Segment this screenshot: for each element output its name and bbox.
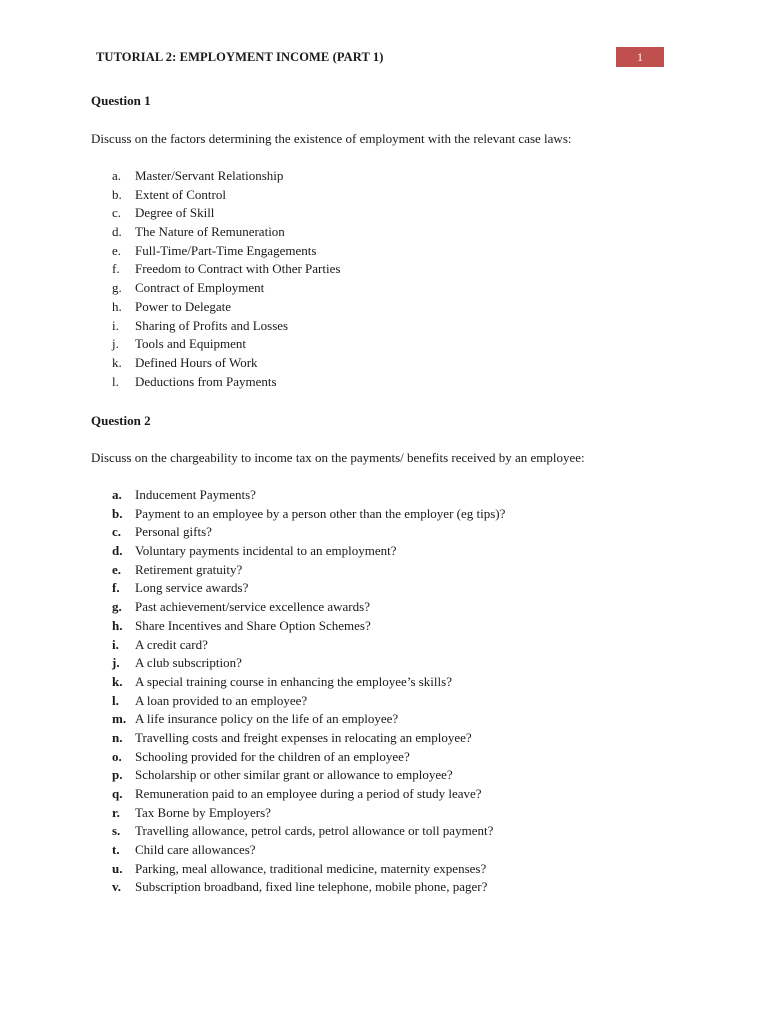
list-item-text: Remuneration paid to an employee during a period of study leave?: [135, 786, 482, 801]
list-item-text: A club subscription?: [135, 655, 242, 671]
list-item-text: Scholarship or other similar grant or allowance to employee?: [135, 767, 453, 783]
question-2-title: Question 2: [91, 413, 151, 428]
list-item: [112, 729, 505, 748]
list-item: [112, 298, 340, 317]
list-item-marker: k.: [112, 673, 123, 689]
list-item-marker: f.: [112, 580, 120, 596]
list-item-text: The Nature of Remuneration: [135, 224, 285, 240]
list-item-marker: d.: [112, 543, 123, 559]
list-item-marker: d.: [112, 224, 122, 240]
list-item-text: Long service awards?: [135, 580, 249, 596]
list-item: [112, 766, 505, 785]
list-item: [112, 354, 340, 373]
list-item: [112, 523, 505, 542]
page-number-badge: 1: [616, 47, 664, 67]
list-item-marker: p.: [112, 767, 123, 783]
list-item-text: Defined Hours of Work: [135, 354, 258, 370]
list-item-marker: i.: [112, 317, 119, 333]
list-item: [112, 654, 505, 673]
list-item-text: Subscription broadband, fixed line telephone, mobile phone, pager?: [135, 879, 488, 895]
list-item-text: Power to Delegate: [135, 298, 232, 314]
list-item: [112, 204, 340, 223]
list-item: [112, 673, 505, 692]
list-item-text: Tools and Equipment: [135, 336, 247, 352]
list-item: [112, 317, 340, 336]
list-item-marker: l.: [112, 373, 119, 389]
list-item-marker: h.: [112, 617, 123, 633]
document-header-title: TUTORIAL 2: EMPLOYMENT INCOME (PART 1): [96, 50, 384, 64]
list-item: [112, 748, 505, 767]
question-1-intro: Discuss on the factors determining the existence of employment with the relevant case laws:: [91, 131, 572, 146]
list-item-marker: u.: [112, 860, 123, 876]
list-item-marker: k.: [112, 354, 122, 370]
list-item-text: Deductions from Payments: [135, 373, 277, 389]
list-item-text: Tax Borne by Employers?: [135, 804, 271, 820]
list-item: [112, 167, 340, 186]
list-item: [112, 617, 505, 636]
list-item: [112, 804, 505, 823]
list-item-marker: o.: [112, 748, 122, 764]
list-item-text: A life insurance policy on the life of an employee?: [135, 711, 399, 727]
list-item-marker: t.: [112, 842, 120, 858]
list-item-text: A special training course in enhancing the employee’s skills?: [135, 673, 452, 689]
question-2-list: [112, 486, 505, 897]
question-1-title: Question 1: [91, 93, 151, 108]
list-item: [112, 542, 505, 561]
list-item: [112, 692, 505, 711]
question-1-list: [112, 167, 340, 391]
list-item-marker: c.: [112, 524, 122, 540]
list-item-text: Contract of Employment: [135, 280, 265, 296]
list-item: [112, 710, 505, 729]
list-item: [112, 260, 340, 279]
list-item-text: A loan provided to an employee?: [135, 692, 308, 708]
list-item: [112, 579, 505, 598]
list-item-text: Freedom to Contract with Other Parties: [135, 261, 341, 277]
list-item: [112, 279, 340, 298]
list-item: [112, 505, 505, 524]
list-item: [112, 242, 340, 261]
list-item: [112, 486, 505, 505]
list-item-marker: n.: [112, 729, 123, 745]
list-item-text: Retirement gratuity?: [135, 561, 243, 577]
list-item-text: Extent of Control: [135, 186, 226, 202]
list-item: [112, 223, 340, 242]
list-item-marker: e.: [112, 242, 122, 258]
list-item-marker: g.: [112, 280, 122, 296]
list-item-marker: m.: [112, 711, 127, 727]
list-item-marker: i.: [112, 636, 119, 652]
list-item-marker: e.: [112, 561, 122, 577]
list-item-text: Sharing of Profits and Losses: [135, 317, 289, 333]
list-item-text: Parking, meal allowance, traditional medicine, maternity expenses?: [135, 860, 487, 876]
list-item: [112, 561, 505, 580]
list-item-text: A credit card?: [135, 636, 208, 652]
list-item-marker: r.: [112, 804, 120, 820]
list-item: [112, 373, 340, 392]
list-item-text: Inducement Payments?: [135, 487, 256, 502]
list-item-text: Personal gifts?: [135, 524, 212, 540]
list-item: [112, 598, 505, 617]
list-item-text: Schooling provided for the children of an employee?: [135, 748, 410, 764]
list-item-marker: j.: [112, 655, 120, 671]
list-item-marker: l.: [112, 692, 119, 708]
list-item: [112, 841, 505, 860]
list-item-text: Voluntary payments incidental to an employment?: [135, 543, 397, 559]
list-item-text: Travelling allowance, petrol cards, petrol allowance or toll payment?: [135, 823, 494, 839]
list-item-marker: j.: [112, 336, 119, 352]
list-item-text: Travelling costs and freight expenses in relocating an employee?: [135, 729, 472, 745]
list-item: [112, 860, 505, 879]
list-item-marker: s.: [112, 823, 121, 839]
list-item-text: Share Incentives and Share Option Schemes?: [135, 617, 371, 633]
list-item: [112, 636, 505, 655]
list-item: [112, 878, 505, 897]
list-item: [112, 785, 505, 804]
list-item-text: Payment to an employee by a person other than the employer (eg tips)?: [135, 505, 506, 521]
list-item-marker: f.: [112, 261, 120, 277]
list-item-marker: b.: [112, 186, 122, 202]
list-item-text: Full-Time/Part-Time Engagements: [135, 242, 317, 258]
list-item-marker: a.: [112, 487, 122, 502]
list-item-text: Child care allowances?: [135, 842, 256, 858]
list-item-marker: q.: [112, 786, 123, 801]
list-item-marker: c.: [112, 205, 122, 221]
list-item-marker: g.: [112, 599, 122, 615]
list-item-marker: v.: [112, 879, 122, 895]
question-2-intro: Discuss on the chargeability to income tax on the payments/ benefits received by an employee:: [91, 450, 585, 465]
list-item-text: Past achievement/service excellence awards?: [135, 599, 370, 615]
list-item-marker: h.: [112, 298, 122, 314]
list-item-marker: b.: [112, 505, 123, 521]
list-item-text: Master/Servant Relationship: [135, 168, 284, 183]
list-item: [112, 186, 340, 205]
list-item: [112, 335, 340, 354]
list-item-marker: a.: [112, 168, 122, 183]
list-item-text: Degree of Skill: [135, 205, 215, 221]
list-item: [112, 822, 505, 841]
